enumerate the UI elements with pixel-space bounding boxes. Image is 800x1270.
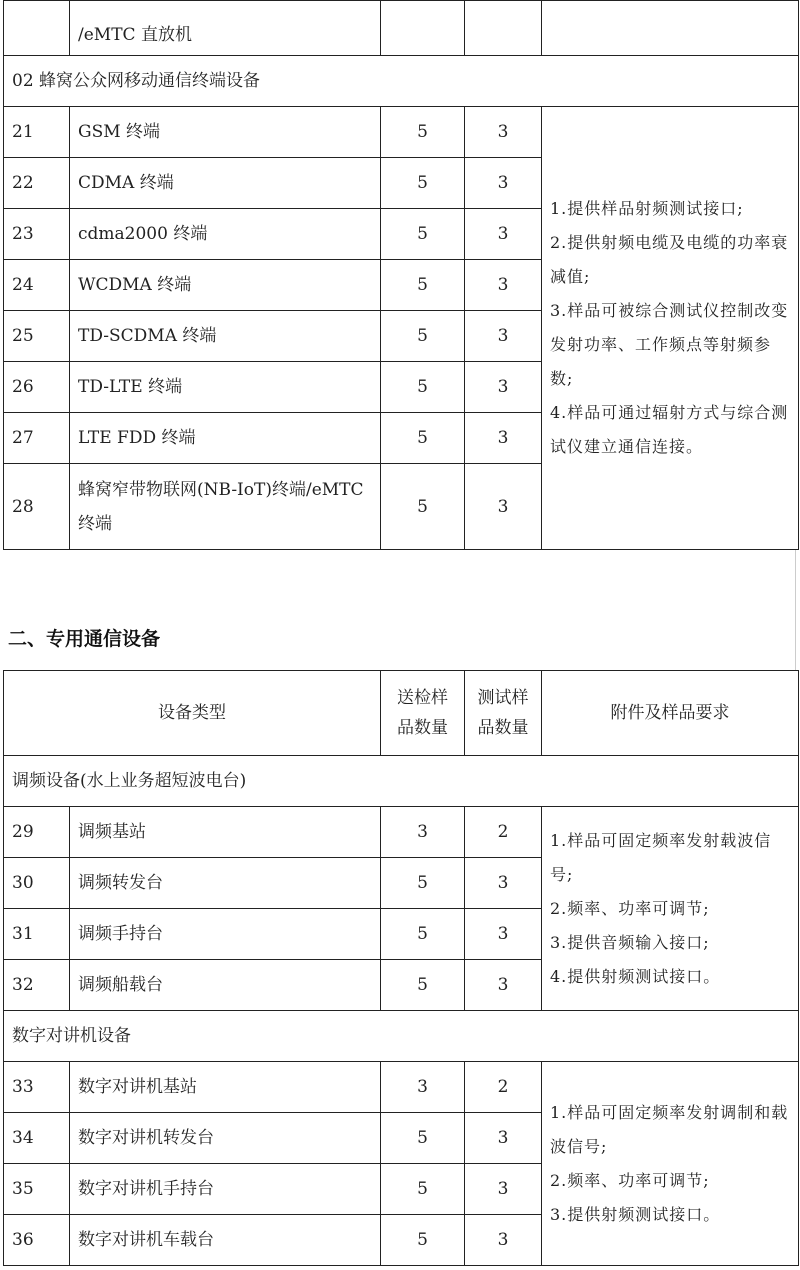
section-row	[4, 56, 799, 107]
header-test: 测试样品数量	[465, 671, 542, 756]
cell-send: 3	[381, 1062, 465, 1113]
cell-test: 3	[465, 464, 542, 550]
digital-requirements-cell	[542, 1062, 799, 1266]
section-row	[4, 756, 799, 807]
requirement-item: 2.频率、功率可调节;	[550, 898, 710, 918]
cell-test: 3	[465, 107, 542, 158]
section-title-fm: 调频设备(水上业务超短波电台)	[4, 756, 799, 807]
requirement-item: 1.提供样品射频测试接口;	[550, 199, 744, 218]
cell-no: 21	[4, 107, 70, 158]
cell-send: 5	[381, 1215, 465, 1266]
section-heading: 二、专用通信设备	[8, 628, 161, 650]
header-req: 附件及样品要求	[542, 671, 799, 756]
cellular-terminal-table	[3, 0, 799, 550]
table-row	[4, 107, 799, 158]
cell-no: 28	[4, 464, 70, 550]
cell-no: 24	[4, 260, 70, 311]
cell-send: 5	[381, 413, 465, 464]
requirement-item: 3.样品可被综合测试仪控制改变发射功率、工作频点等射频参数;	[550, 301, 789, 388]
requirement-item: 3.提供音频输入接口;	[550, 932, 710, 952]
cell-send: 5	[381, 158, 465, 209]
cell-no: 33	[4, 1062, 70, 1113]
cell-send: 5	[381, 858, 465, 909]
cell-type: 数字对讲机车载台	[70, 1215, 381, 1266]
cell-type: CDMA 终端	[70, 158, 381, 209]
cell-no: 25	[4, 311, 70, 362]
cell-send: 5	[381, 960, 465, 1011]
cell-type: TD-SCDMA 终端	[70, 311, 381, 362]
table-row	[4, 807, 799, 858]
cell-no: 31	[4, 909, 70, 960]
section-title-digital: 数字对讲机设备	[4, 1011, 799, 1062]
cell-test: 3	[465, 413, 542, 464]
cell-test: 3	[465, 260, 542, 311]
cell-send: 5	[381, 209, 465, 260]
cell-no: 22	[4, 158, 70, 209]
cell-type: 调频基站	[70, 807, 381, 858]
cell-type: 调频手持台	[70, 909, 381, 960]
cell-type: /eMTC 直放机	[70, 1, 381, 56]
cell-type: 数字对讲机转发台	[70, 1113, 381, 1164]
requirement-item: 2.频率、功率可调节;	[550, 1170, 710, 1190]
section-title-02: 02 蜂窝公众网移动通信终端设备	[4, 56, 799, 107]
requirement-item: 2.提供射频电缆及电缆的功率衰减值;	[550, 233, 789, 286]
cell-send: 5	[381, 107, 465, 158]
cell-send	[381, 1, 465, 56]
cell-no: 34	[4, 1113, 70, 1164]
header-type: 设备类型	[4, 671, 381, 756]
cell-type: 调频船载台	[70, 960, 381, 1011]
cell-no: 35	[4, 1164, 70, 1215]
cell-test: 3	[465, 960, 542, 1011]
page-edge-line	[795, 550, 796, 670]
cell-no: 29	[4, 807, 70, 858]
cell-type: 调频转发台	[70, 858, 381, 909]
cell-test: 3	[465, 858, 542, 909]
cell-type: 蜂窝窄带物联网(NB-IoT)终端/eMTC 终端	[70, 464, 381, 550]
fm-requirements-cell	[542, 807, 799, 1011]
cell-send: 5	[381, 260, 465, 311]
cell-test: 3	[465, 158, 542, 209]
cell-test: 3	[465, 1215, 542, 1266]
cell-send: 5	[381, 1113, 465, 1164]
cell-type: TD-LTE 终端	[70, 362, 381, 413]
cell-test: 3	[465, 362, 542, 413]
cell-send: 3	[381, 807, 465, 858]
cell-send: 5	[381, 464, 465, 550]
cell-test: 2	[465, 1062, 542, 1113]
cell-type: 数字对讲机基站	[70, 1062, 381, 1113]
cell-send: 5	[381, 362, 465, 413]
cell-no: 26	[4, 362, 70, 413]
cell-no: 36	[4, 1215, 70, 1266]
cell-test: 2	[465, 807, 542, 858]
requirement-item: 1.样品可固定频率发射载波信号;	[550, 830, 772, 884]
dedicated-comm-table	[3, 670, 799, 1266]
cell-type: 数字对讲机手持台	[70, 1164, 381, 1215]
cell-send: 5	[381, 1164, 465, 1215]
cell-test: 3	[465, 209, 542, 260]
cell-test: 3	[465, 909, 542, 960]
section-row	[4, 1011, 799, 1062]
cell-no: 32	[4, 960, 70, 1011]
table-row	[4, 1062, 799, 1113]
cell-type: LTE FDD 终端	[70, 413, 381, 464]
cell-test: 3	[465, 1113, 542, 1164]
cell-no: 27	[4, 413, 70, 464]
cell-no: 23	[4, 209, 70, 260]
requirements-cell	[542, 107, 799, 550]
cell-no: 30	[4, 858, 70, 909]
cell-type: WCDMA 终端	[70, 260, 381, 311]
table-row	[4, 1, 799, 56]
cell-test: 3	[465, 311, 542, 362]
cell-send: 5	[381, 909, 465, 960]
cell-no	[4, 1, 70, 56]
cell-req	[542, 1, 799, 56]
cell-test: 3	[465, 1164, 542, 1215]
cell-test	[465, 1, 542, 56]
cell-type: GSM 终端	[70, 107, 381, 158]
header-row	[4, 671, 799, 756]
cell-type: cdma2000 终端	[70, 209, 381, 260]
requirement-item: 1.样品可固定频率发射调制和载波信号;	[550, 1102, 789, 1156]
requirement-item: 4.提供射频测试接口。	[550, 966, 721, 986]
requirement-item: 3.提供射频测试接口。	[550, 1204, 721, 1224]
requirement-item: 4.样品可通过辐射方式与综合测试仪建立通信连接。	[550, 403, 789, 456]
header-send: 送检样品数量	[381, 671, 465, 756]
cell-send: 5	[381, 311, 465, 362]
